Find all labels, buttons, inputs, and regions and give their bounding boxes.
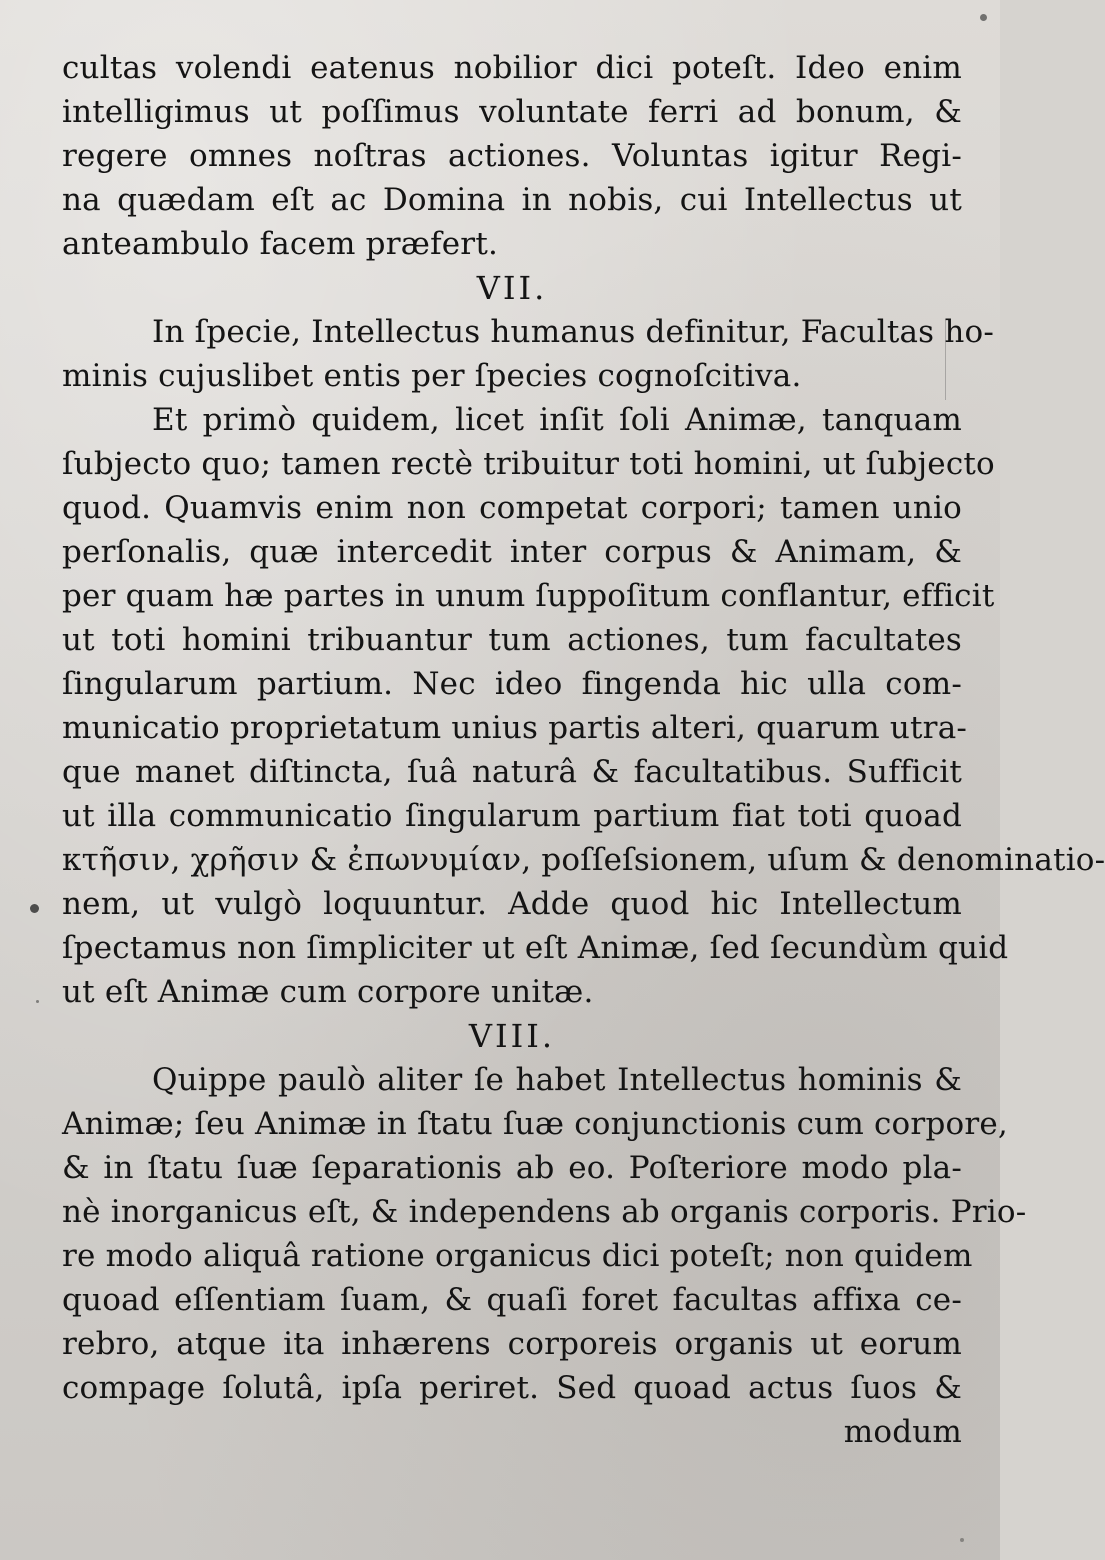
text-line-5: anteambulo facem præfert. xyxy=(62,226,499,262)
text-line-1: cultas volendi eatenus nobilior dici poteſt. Ideo enim xyxy=(62,50,962,86)
text-line-27: quoad eſſentiam ſuam, & quaſi foret facultas affixa ce- xyxy=(62,1282,962,1318)
text-line-25: nè inorganicus eſt, & independens ab organis corporis. Prio- xyxy=(62,1194,1027,1230)
text-line-16: que manet diſtincta, ſuâ naturâ & facultatibus. Sufficit xyxy=(62,754,962,790)
page-text xyxy=(62,46,1105,1454)
scan-crease xyxy=(945,320,946,400)
text-line-22: Quippe paulò aliter ſe habet Intellectus hominis & xyxy=(152,1062,962,1098)
text-line-9: ſubjecto quo; tamen rectè tribuitur toti homini, ut ſubjecto xyxy=(62,446,995,482)
text-line-24: & in ſtatu ſuæ ſeparationis ab eo. Poſteriore modo pla- xyxy=(62,1150,962,1186)
text-line-15: municatio proprietatum unius partis alteri, quarum utra- xyxy=(62,710,968,746)
text-line-10: quod. Quamvis enim non competat corpori; tamen unio xyxy=(62,490,962,526)
scan-speck xyxy=(30,904,39,913)
text-line-29: compage ſolutâ, ipſa periret. Sed quoad actus ſuos & xyxy=(62,1370,962,1406)
text-line-14: ſingularum partium. Nec ideo fingenda hic ulla com- xyxy=(62,666,962,702)
text-line-4: na quædam eſt ac Domina in nobis, cui Intellectus ut xyxy=(62,182,962,218)
text-line-3: regere omnes noſtras actiones. Voluntas igitur Regi- xyxy=(62,138,962,174)
text-line-6: In ſpecie, Intellectus humanus definitur, Facultas ho- xyxy=(152,314,995,350)
text-line-8: Et primò quidem, licet inſit ſoli Animæ, tanquam xyxy=(152,402,962,438)
text-line-13: ut toti homini tribuantur tum actiones, tum facultates xyxy=(62,622,962,658)
scan-speck xyxy=(960,1538,964,1542)
text-line-11: perſonalis, quæ intercedit inter corpus & Animam, & xyxy=(62,534,962,570)
text-line-20: ſpectamus non ſimpliciter ut eſt Animæ, ſed ſecundùm quid xyxy=(62,930,1009,966)
scan-speck xyxy=(36,1000,39,1003)
section-heading-vii: VII. xyxy=(476,269,548,307)
catchword: modum xyxy=(843,1414,962,1450)
text-line-17: ut illa communicatio ſingularum partium fiat toti quoad xyxy=(62,798,962,834)
text-line-12: per quam hæ partes in unum ſuppoſitum conflantur, efficit xyxy=(62,578,995,614)
scan-speck xyxy=(980,14,987,21)
text-line-19: nem, ut vulgò loquuntur. Adde quod hic Intellectum xyxy=(62,886,962,922)
text-line-28: rebro, atque ita inhærens corporeis organis ut eorum xyxy=(62,1326,962,1362)
text-line-23: Animæ; ſeu Animæ in ſtatu ſuæ conjunctionis cum corpore, xyxy=(62,1106,1008,1142)
text-line-2: intelligimus ut poſſimus voluntate ferri ad bonum, & xyxy=(62,94,962,130)
text-line-21: ut eſt Animæ cum corpore unitæ. xyxy=(62,974,594,1010)
text-line-18: κτῆσιν, χρῆσιν & ἐπωνυμίαν, poſſeſsionem, uſum & denominatio- xyxy=(62,842,1105,878)
text-line-7: minis cujuslibet entis per ſpecies cognoſcitiva. xyxy=(62,358,802,394)
text-line-26: re modo aliquâ ratione organicus dici poteſt; non quidem xyxy=(62,1238,973,1274)
section-heading-viii: VIII. xyxy=(468,1017,556,1055)
